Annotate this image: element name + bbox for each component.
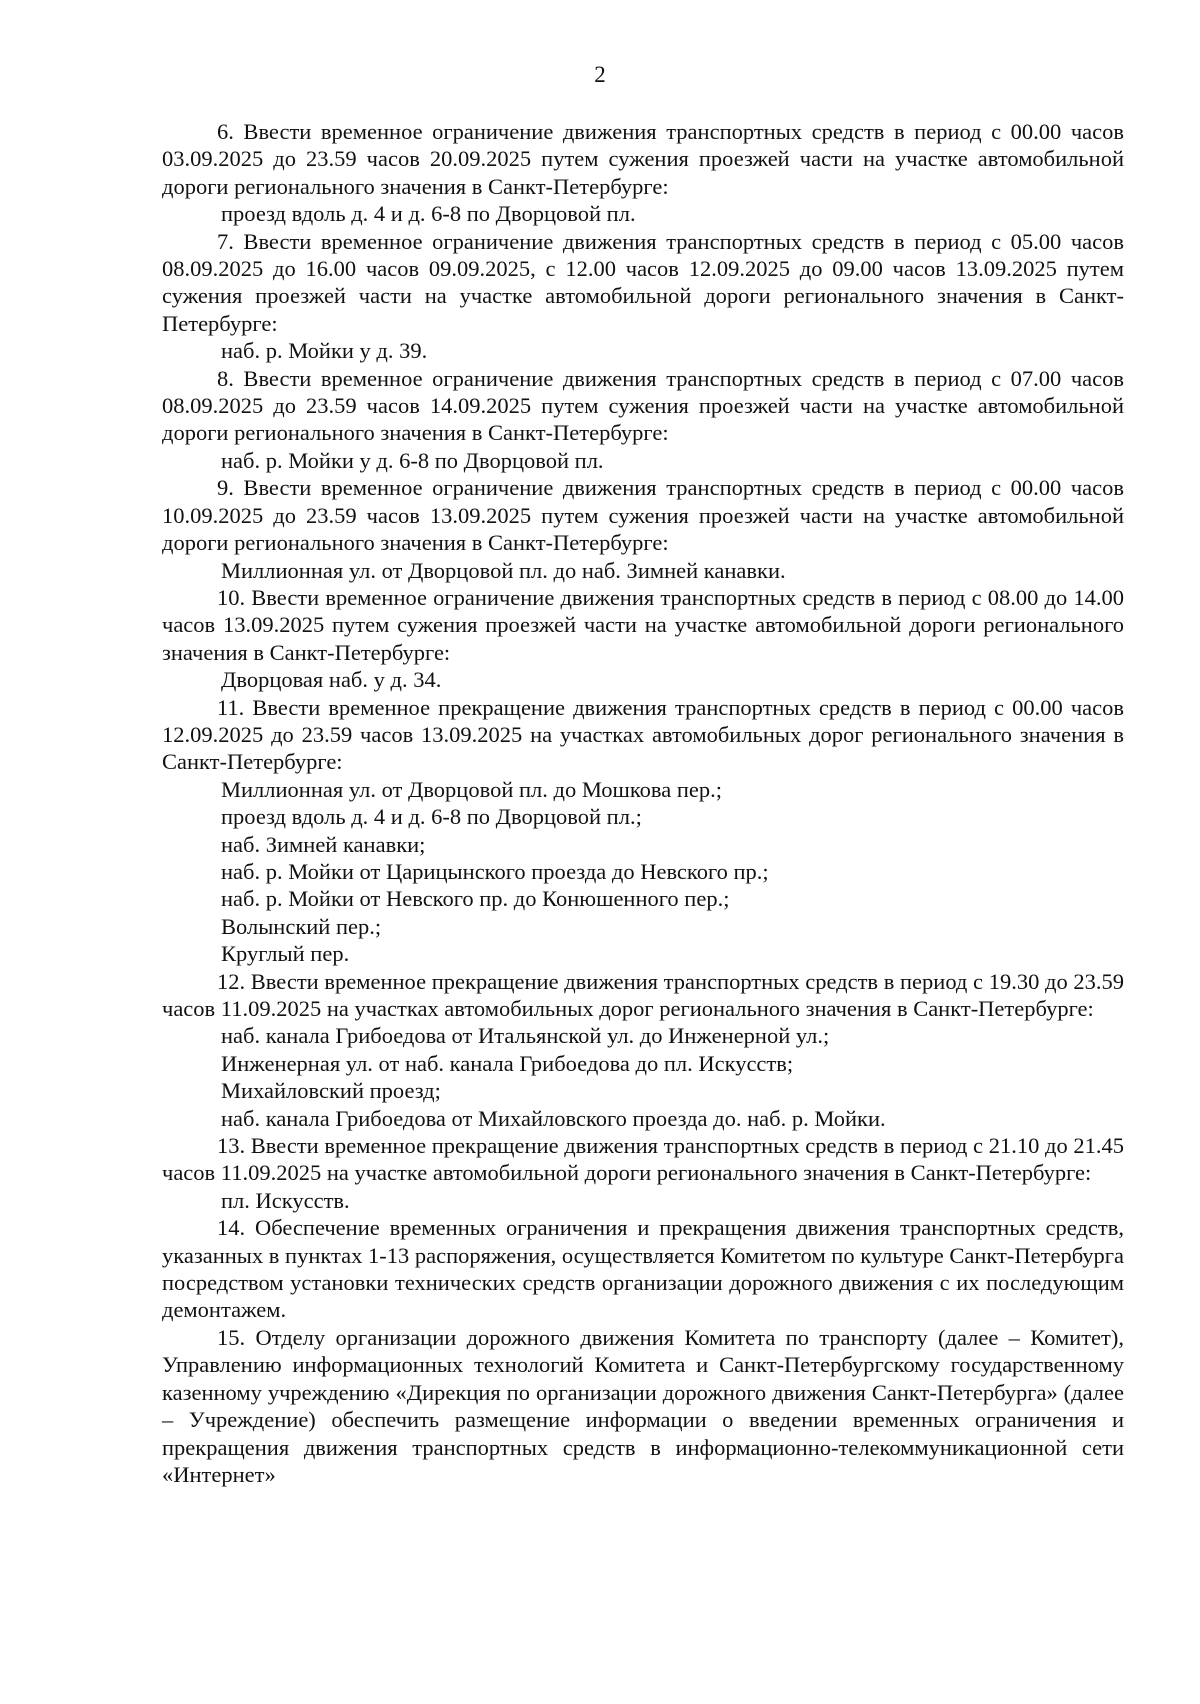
location-line: Миллионная ул. от Дворцовой пл. до Мошкова пер.; [221, 776, 722, 802]
location-line: Круглый пер. [221, 941, 350, 967]
clause-7: 7. Ввести временное ограничение движения транспортных средств в период с 05.00 часов 08.09.2025 до 16.00 часов 09.09.2025, с 12.00 часов 12.09.2025 до 09.00 часов 13.09.2025 путем сужения проезжей части на участке автомобильной дороги регионального значения в Санкт-Петербурге: [162, 228, 1124, 336]
location-line: наб. р. Мойки у д. 6-8 по Дворцовой пл. [221, 447, 604, 473]
clause-13: 13. Ввести временное прекращение движения транспортных средств в период с 21.10 до 21.45 часов 11.09.2025 на участке автомобильной дороги регионального значения в Санкт-Петербурге: [162, 1133, 1124, 1186]
clause-12: 12. Ввести временное прекращение движения транспортных средств в период с 19.30 до 23.59 часов 11.09.2025 на участках автомобильных дорог регионального значения в Санкт-Петербурге: [162, 968, 1124, 1021]
location-line: наб. р. Мойки от Невского пр. до Конюшенного пер.; [221, 886, 730, 912]
location-line: наб. р. Мойки от Царицынского проезда до Невского пр.; [221, 858, 769, 884]
clause-11: 11. Ввести временное прекращение движения транспортных средств в период с 00.00 часов 12.09.2025 до 23.59 часов 13.09.2025 на участках автомобильных дорог регионального значения в Санкт-Петербурге: [162, 694, 1124, 775]
location-line: проезд вдоль д. 4 и д. 6-8 по Дворцовой пл. [221, 201, 636, 227]
location-line: Инженерная ул. от наб. канала Грибоедова до пл. Искусств; [221, 1050, 794, 1076]
clause-8: 8. Ввести временное ограничение движения транспортных средств в период с 07.00 часов 08.09.2025 до 23.59 часов 14.09.2025 путем сужения проезжей части на участке автомобильной дороги регионального значения в Санкт-Петербурге: [162, 365, 1124, 446]
clause-10: 10. Ввести временное ограничение движения транспортных средств в период с 08.00 до 14.00 часов 13.09.2025 путем сужения проезжей части на участке автомобильной дороги регионального значения в Санкт-Петербурге: [162, 584, 1124, 665]
location-line: наб. Зимней канавки; [221, 831, 426, 857]
page-number: 2 [594, 62, 606, 87]
clause-15: 15. Отделу организации дорожного движения Комитета по транспорту (далее – Комитет), Управлению информационных технологий Комитета и Санкт-Петербургскому государственному казенному учреждению «Дирекция по организации дорожного движения Санкт-Петербурга» (далее – Учреждение) обеспечить размещение информации о введении временных ограничения и прекращения движения транспортных средств в информационно-телекоммуникационной сети «Интернет» [162, 1324, 1124, 1487]
location-line: наб. р. Мойки у д. 39. [221, 338, 428, 364]
location-line: проезд вдоль д. 4 и д. 6-8 по Дворцовой пл.; [221, 804, 642, 830]
clause-14: 14. Обеспечение временных ограничения и прекращения движения транспортных средств, указанных в пунктах 1-13 распоряжения, осуществляется Комитетом по культуре Санкт-Петербурга посредством установки технических средств организации дорожного движения с их последующим демонтажем. [162, 1215, 1124, 1323]
clause-6: 6. Ввести временное ограничение движения транспортных средств в период с 00.00 часов 03.09.2025 до 23.59 часов 20.09.2025 путем сужения проезжей части на участке автомобильной дороги регионального значения в Санкт-Петербурге: [162, 119, 1124, 199]
location-line: Волынский пер.; [221, 913, 382, 939]
location-line: наб. канала Грибоедова от Михайловского проезда до. наб. р. Мойки. [221, 1105, 886, 1131]
document-body [162, 118, 1124, 1488]
location-line: Михайловский проезд; [221, 1078, 441, 1104]
clause-9: 9. Ввести временное ограничение движения транспортных средств в период с 00.00 часов 10.09.2025 до 23.59 часов 13.09.2025 путем сужения проезжей части на участке автомобильной дороги регионального значения в Санкт-Петербурге: [162, 475, 1124, 556]
location-line: Дворцовая наб. у д. 34. [221, 667, 442, 693]
location-line: пл. Искусств. [221, 1187, 350, 1213]
location-line: наб. канала Грибоедова от Итальянской ул. до Инженерной ул.; [221, 1023, 830, 1049]
location-line: Миллионная ул. от Дворцовой пл. до наб. Зимней канавки. [221, 557, 786, 583]
